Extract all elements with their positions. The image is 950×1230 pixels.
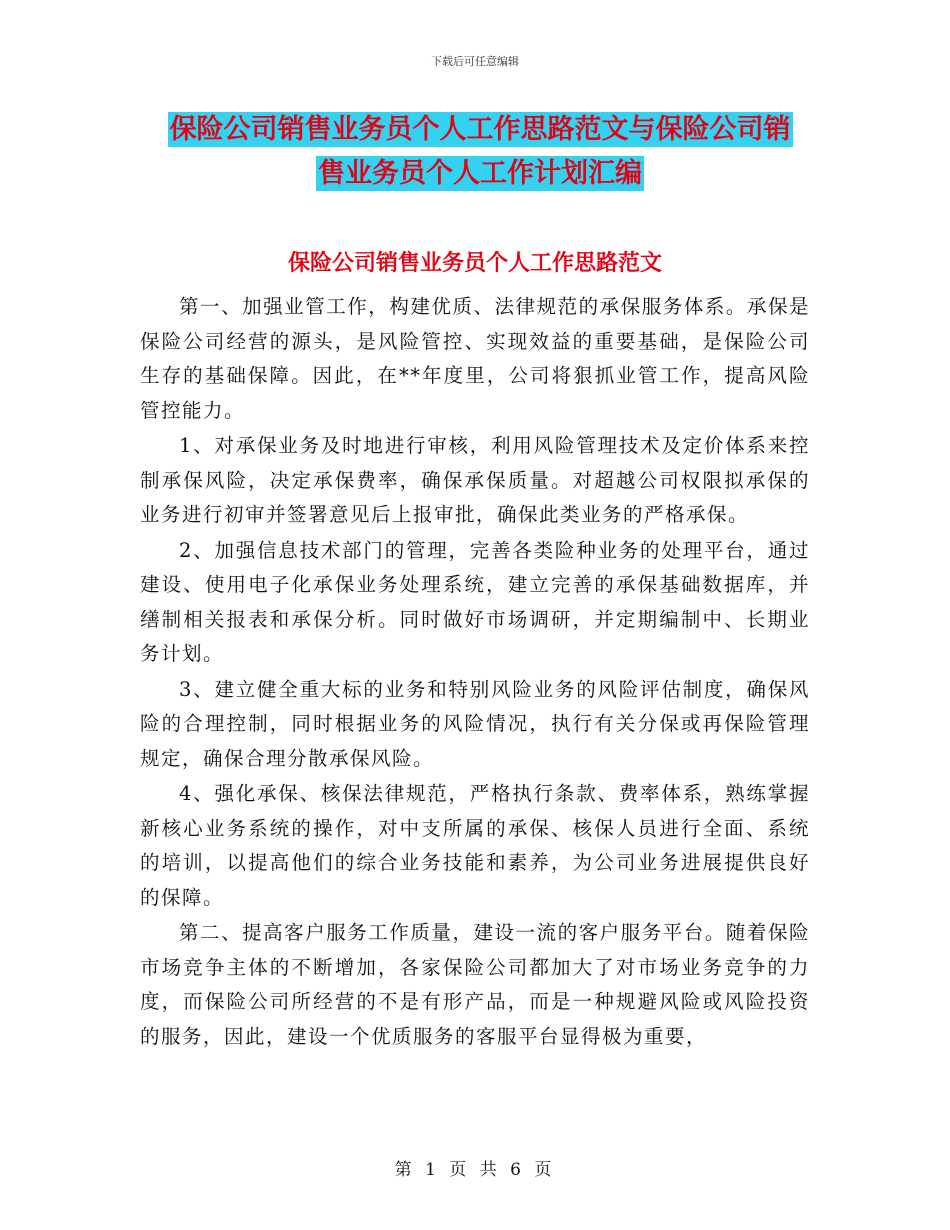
body-text (140, 290, 810, 1055)
paragraph: 2、加强信息技术部门的管理，完善各类险种业务的处理平台，通过建设、使用电子化承保业务处理系统，建立完善的承保基础数据库，并缮制相关报表和承保分析。同时做好市场调研，并定期编制中、长期业务计划。 (140, 538, 810, 665)
section-title: 保险公司销售业务员个人工作思路范文 (287, 251, 662, 276)
paragraph: 1、对承保业务及时地进行审核，利用风险管理技术及定价体系来控制承保风险，决定承保费率，确保承保质量。对超越公司权限拟承保的业务进行初审并签署意见后上报审批，确保此类业务的严格承保。 (140, 434, 810, 526)
paragraph: 4、强化承保、核保法律规范，严格执行条款、费率体系，熟练掌握新核心业务系统的操作，对中支所属的承保、核保人员进行全面、系统的培训，以提高他们的综合业务技能和素养，为公司业务进展提供良好的保障。 (140, 782, 810, 909)
main-title-line-2: 售业务员个人工作计划汇编 (318, 158, 642, 189)
page-number-footer: 第 1 页 共 6 页 (394, 1160, 556, 1180)
main-title-line-1: 保险公司销售业务员个人工作思路范文与保险公司销 (169, 114, 791, 145)
paragraph: 3、建立健全重大标的业务和特别风险业务的风险评估制度，确保风险的合理控制，同时根据业务的风险情况，执行有关分保或再保险管理规定，确保合理分散承保风险。 (140, 677, 810, 770)
header-note: 下载后可任意编辑 (431, 55, 519, 68)
paragraph: 第二、提高客户服务工作质量，建设一流的客户服务平台。随着保险市场竞争主体的不断增加，各家保险公司都加大了对市场业务竞争的力度，而保险公司所经营的不是有形产品，而是一种规避风险或风险投资的服务，因此，建设一个优质服务的客服平台显得极为重要， (140, 921, 810, 1048)
paragraph: 第一、加强业管工作，构建优质、法律规范的承保服务体系。承保是保险公司经营的源头，是风险管控、实现效益的重要基础，是保险公司生存的基础保障。因此，在**年度里，公司将狠抓业管工作，提高风险管控能力。 (140, 295, 810, 422)
document-main-title (140, 108, 820, 196)
